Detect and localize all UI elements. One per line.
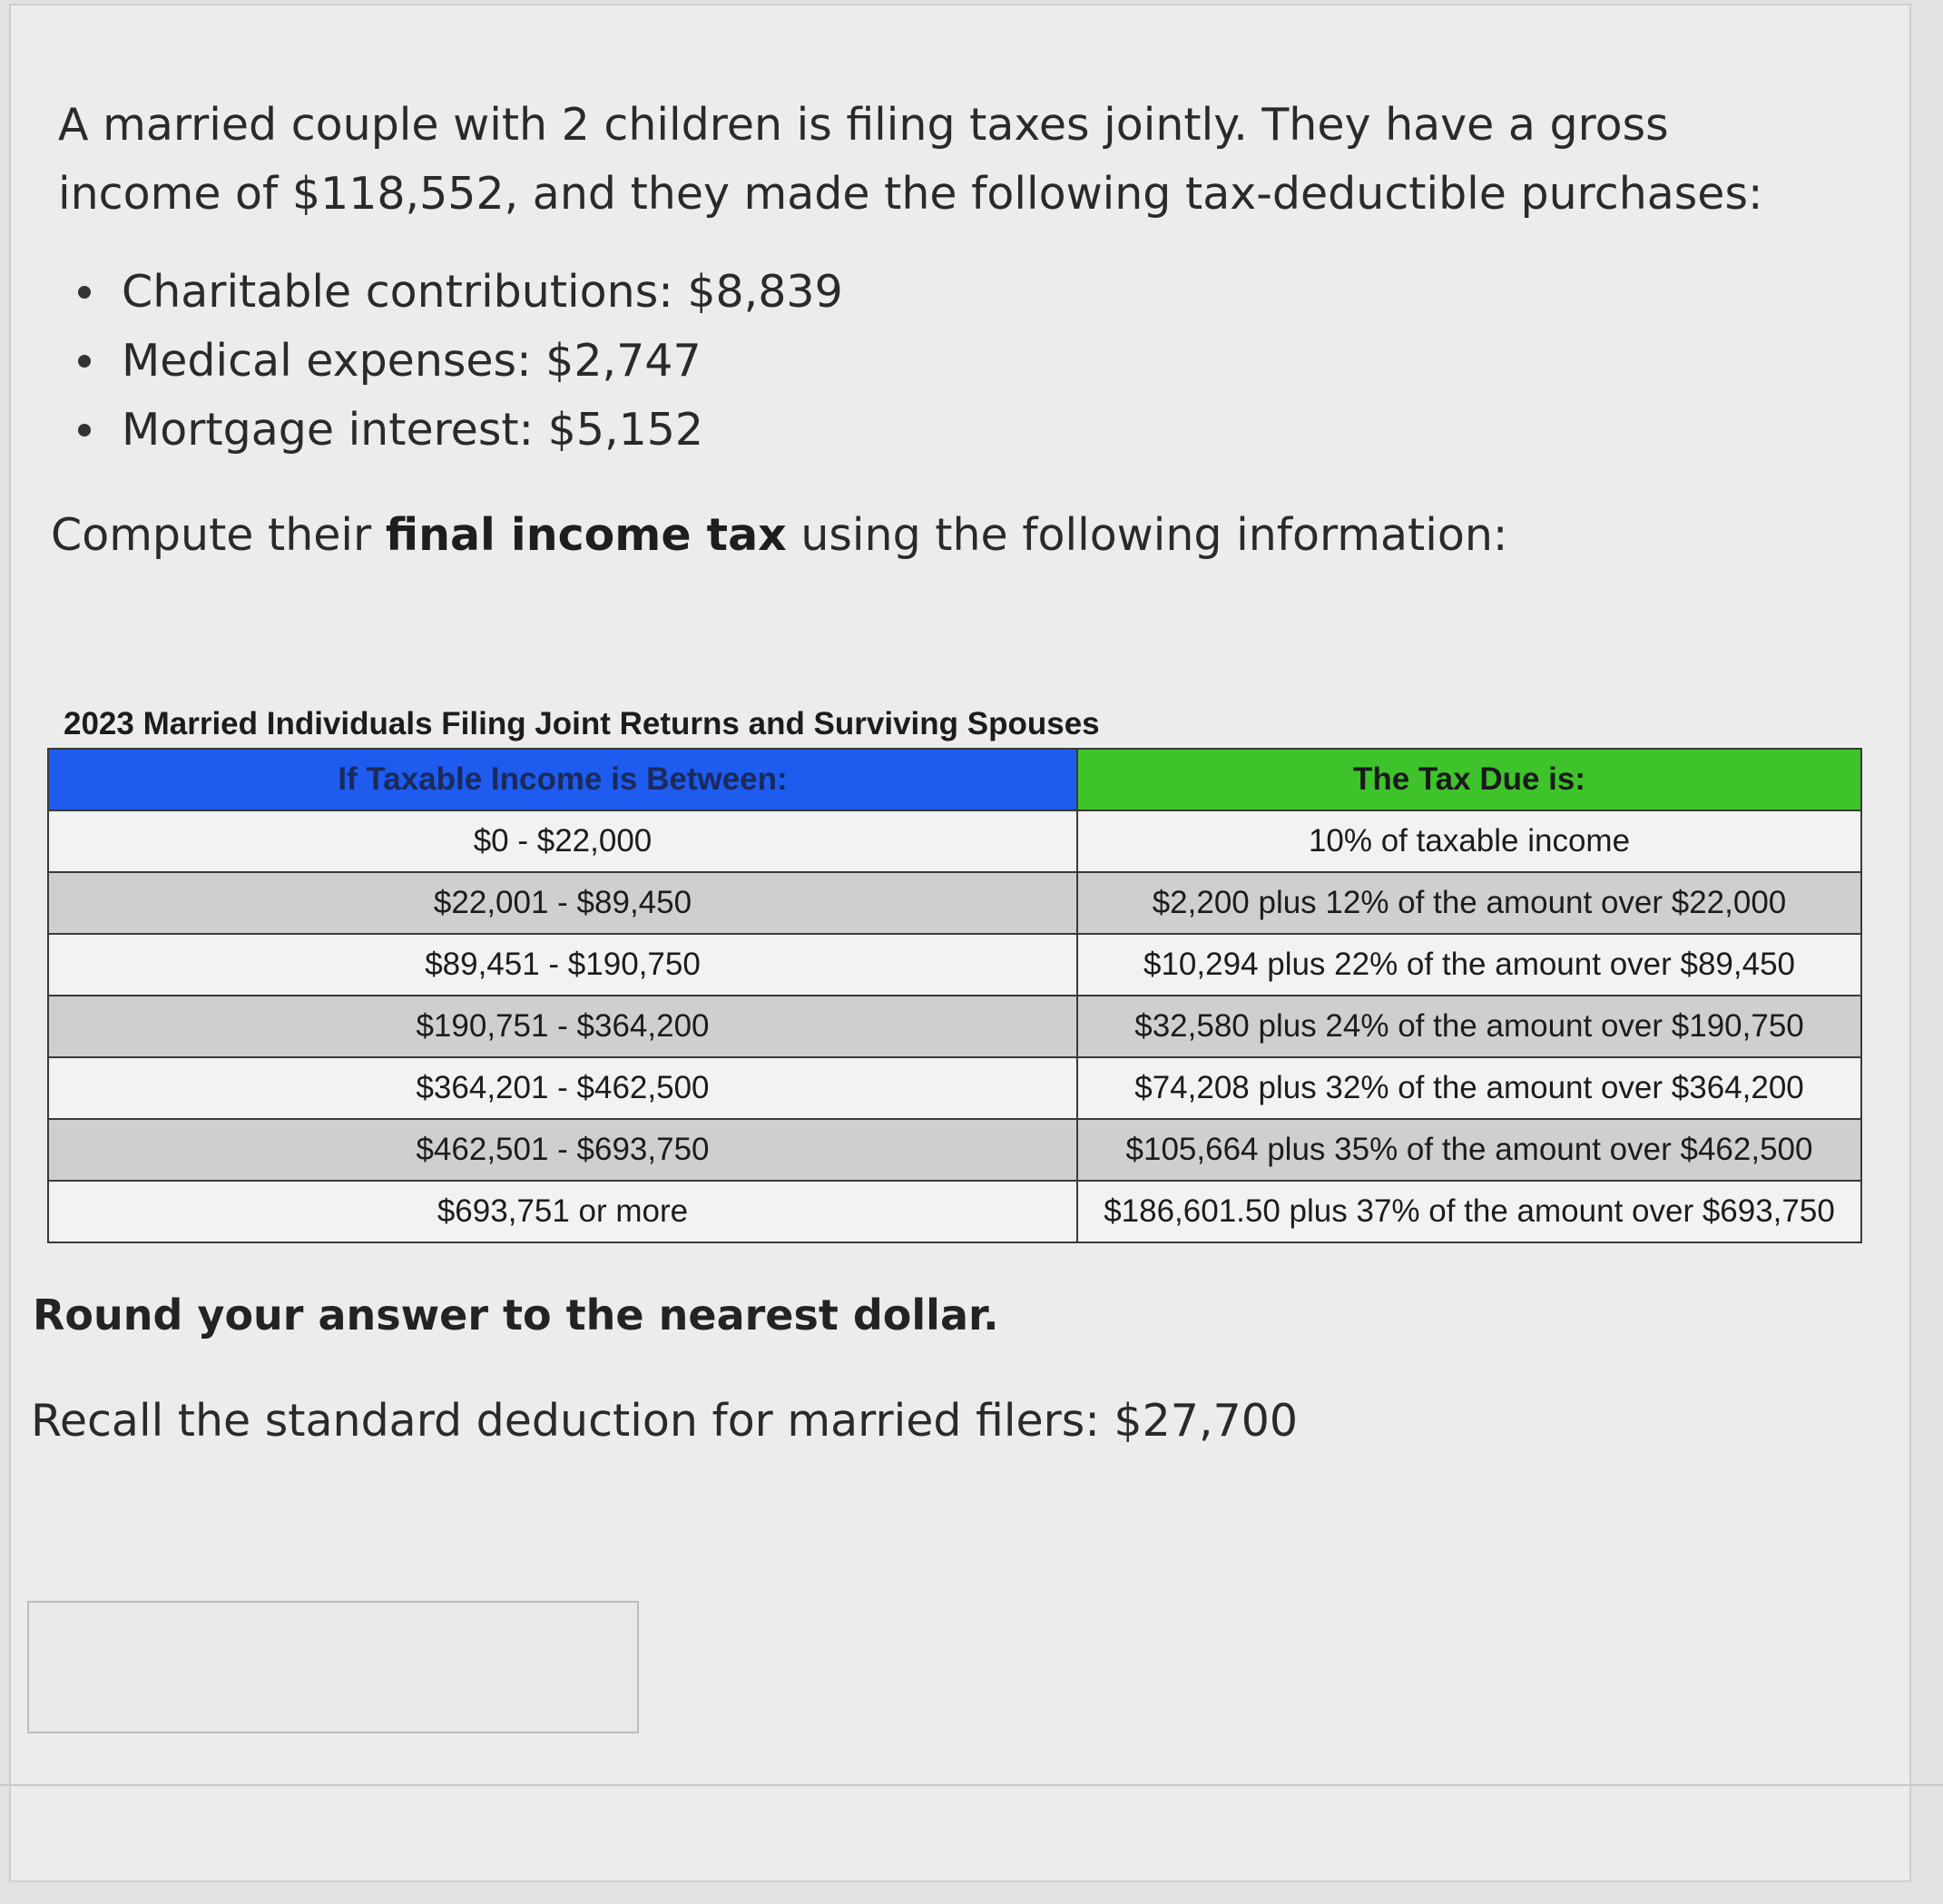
header-tax-due: The Tax Due is: [1077, 749, 1861, 810]
answer-input[interactable] [27, 1601, 639, 1733]
table-row [48, 996, 1861, 1057]
table-row [48, 1119, 1861, 1181]
income-range-cell: $693,751 or more [48, 1181, 1077, 1242]
table-row [48, 1057, 1861, 1119]
tax-bracket-table [47, 748, 1862, 1243]
deduction-item [78, 327, 843, 396]
tax-table-figure [47, 701, 1862, 1243]
header-taxable-income: If Taxable Income is Between: [48, 749, 1077, 810]
tax-due-cell: $105,664 plus 35% of the amount over $462,500 [1077, 1119, 1861, 1181]
tax-table-title: 2023 Married Individuals Filing Joint Returns and Surviving Spouses [64, 706, 1100, 741]
standard-deduction-note: Recall the standard deduction for married filers: $27,700 [31, 1395, 1299, 1447]
tax-due-cell: $10,294 plus 22% of the amount over $89,450 [1077, 934, 1861, 996]
tax-due-cell: $74,208 plus 32% of the amount over $364,200 [1077, 1057, 1861, 1119]
compute-suffix: using the following information: [786, 509, 1508, 561]
deduction-item [78, 258, 843, 327]
table-row [48, 872, 1861, 934]
income-range-cell: $462,501 - $693,750 [48, 1119, 1077, 1181]
tax-due-cell: $32,580 plus 24% of the amount over $190,750 [1077, 996, 1861, 1057]
bullet-icon [78, 424, 91, 437]
income-range-cell: $22,001 - $89,450 [48, 872, 1077, 934]
bullet-icon [78, 355, 91, 368]
rounding-instruction: Round your answer to the nearest dollar. [33, 1291, 999, 1340]
deduction-item [78, 396, 843, 465]
divider [0, 1784, 1943, 1786]
question-intro: A married couple with 2 children is filing taxes jointly. They have a gross income of $118,552, and they made the following tax-deductible purchases: [58, 99, 1763, 220]
deduction-text: Medical expenses: $2,747 [122, 335, 702, 387]
compute-prefix: Compute their [51, 509, 386, 561]
income-range-cell: $89,451 - $190,750 [48, 934, 1077, 996]
tax-due-cell: 10% of taxable income [1077, 810, 1861, 872]
deductions-list [78, 258, 843, 465]
income-range-cell: $0 - $22,000 [48, 810, 1077, 872]
income-range-cell: $364,201 - $462,500 [48, 1057, 1077, 1119]
tax-due-cell: $2,200 plus 12% of the amount over $22,000 [1077, 872, 1861, 934]
compute-emphasis: final income tax [385, 509, 787, 561]
tax-due-cell: $186,601.50 plus 37% of the amount over $693,750 [1077, 1181, 1861, 1242]
deduction-text: Mortgage interest: $5,152 [122, 404, 704, 456]
bullet-icon [78, 286, 91, 299]
deduction-text: Charitable contributions: $8,839 [122, 266, 843, 318]
income-range-cell: $190,751 - $364,200 [48, 996, 1077, 1057]
table-row [48, 934, 1861, 996]
compute-instruction [51, 501, 1507, 570]
table-row [48, 1181, 1861, 1242]
table-row [48, 810, 1861, 872]
table-header-row [48, 749, 1861, 810]
